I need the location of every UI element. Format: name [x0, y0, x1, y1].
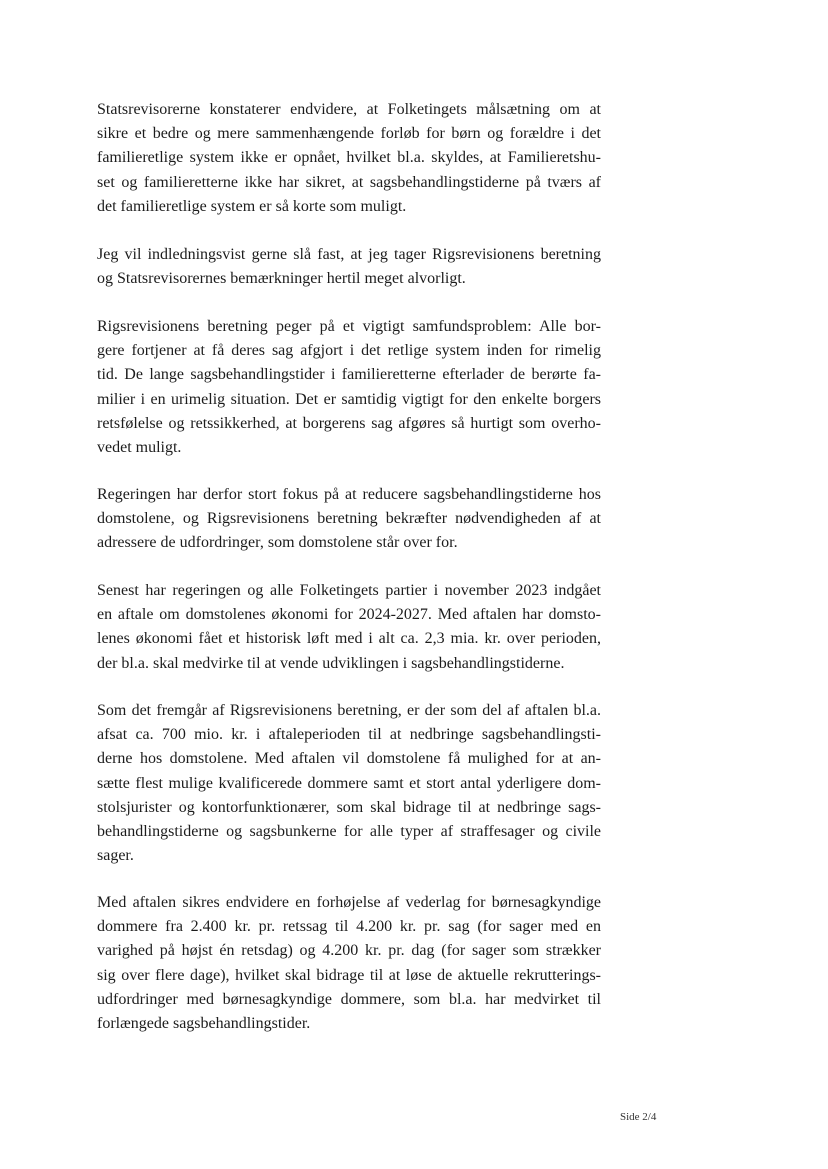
- paragraph: [97, 98, 601, 219]
- text-line: sager.: [97, 847, 134, 865]
- text-line: Statsrevisorerne konstaterer endvidere, at Folketingets målsætning om at: [97, 101, 601, 118]
- text-line: domstolene, og Rigsrevisionens beretning bekræfter nødvendigheden af at: [97, 510, 601, 528]
- text-line: set og familieretterne ikke har sikret, at sagsbehandlingstiderne på tværs af: [97, 173, 601, 191]
- text-line: forlængede sagsbehandlingstider.: [97, 1014, 311, 1032]
- text-line: derne hos domstolene. Med aftalen vil domstolene få mulighed for at an-: [97, 750, 601, 768]
- text-line: der bl.a. skal medvirke til at vende udviklingen i sagsbehandlingstiderne.: [97, 654, 565, 672]
- text-line: det familieretlige system er så korte som muligt.: [97, 197, 407, 215]
- text-line: og Statsrevisorernes bemærkninger hertil meget alvorligt.: [97, 270, 466, 288]
- text-line: dommere fra 2.400 kr. pr. retssag til 4.200 kr. pr. sag (for sager med en: [97, 918, 601, 936]
- text-line: Rigsrevisionens beretning peger på et vigtigt samfundsproblem: Alle bor-: [97, 318, 601, 335]
- paragraph: [97, 315, 601, 460]
- text-line: varighed på højst én retsdag) og 4.200 kr. pr. dag (for sager som strækker: [97, 942, 601, 960]
- text-line: sig over flere dage), hvilket skal bidrage til at løse de aktuelle rekrutterings-: [97, 966, 601, 984]
- paragraph: [97, 243, 601, 291]
- text-line: retsfølelse og retssikkerhed, at borgerens sag afgøres så hurtigt som overho-: [97, 414, 601, 432]
- text-line: sikre et bedre og mere sammenhængende forløb for børn og forældre i det: [97, 125, 601, 143]
- text-line: tid. De lange sagsbehandlingstider i familieretterne efterlader de berørte fa-: [97, 366, 601, 384]
- text-line: lenes økonomi fået et historisk løft med i alt ca. 2,3 mia. kr. over perioden,: [97, 630, 601, 648]
- paragraph: [97, 483, 601, 556]
- text-line: Som det fremgår af Rigsrevisionens beretning, er der som del af aftalen bl.a.: [97, 702, 601, 719]
- paragraph: [97, 699, 601, 868]
- text-line: behandlingstiderne og sagsbunkerne for alle typer af straffesager og civile: [97, 822, 601, 840]
- text-line: adressere de udfordringer, som domstolene står over for.: [97, 534, 458, 552]
- text-line: Jeg vil indledningsvist gerne slå fast, at jeg tager Rigsrevisionens beretning: [97, 246, 601, 263]
- page-number: Side 2/4: [620, 1111, 657, 1123]
- text-line: familieretlige system ikke er opnået, hvilket bl.a. skyldes, at Familieretshu-: [97, 149, 601, 167]
- text-line: Senest har regeringen og alle Folketingets partier i november 2023 indgået: [97, 582, 601, 599]
- text-line: sætte flest mulige kvalificerede dommere samt et stort antal yderligere dom-: [97, 774, 601, 792]
- paragraph: [97, 579, 601, 676]
- text-line: Med aftalen sikres endvidere en forhøjelse af vederlag for børnesagkyndige: [97, 894, 601, 911]
- text-line: stolsjurister og kontorfunktionærer, som skal bidrage til at nedbringe sags-: [97, 798, 601, 816]
- text-line: milier i en urimelig situation. Det er samtidig vigtigt for den enkelte borgers: [97, 390, 601, 408]
- text-line: en aftale om domstolenes økonomi for 2024-2027. Med aftalen har domsto-: [97, 606, 601, 624]
- text-line: udfordringer med børnesagkyndige dommere, som bl.a. har medvirket til: [97, 990, 601, 1008]
- text-line: vedet muligt.: [97, 438, 182, 456]
- text-line: Regeringen har derfor stort fokus på at reducere sagsbehandlingstiderne hos: [97, 486, 601, 503]
- text-line: afsat ca. 700 mio. kr. i aftaleperioden til at nedbringe sagsbehandlingsti-: [97, 726, 601, 744]
- paragraph: [97, 891, 601, 1036]
- text-line: gere fortjener at få deres sag afgjort i det retlige system inden for rimelig: [97, 342, 601, 360]
